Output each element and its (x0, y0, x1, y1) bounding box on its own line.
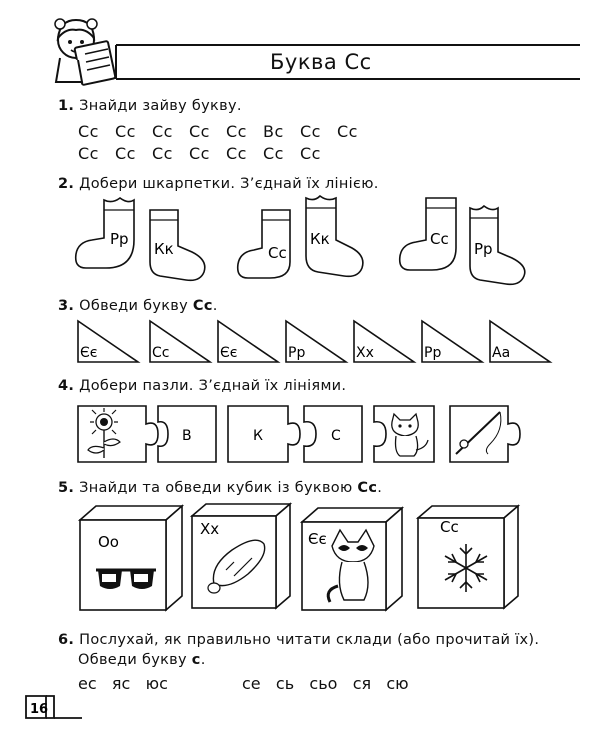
svg-text:Рр: Рр (424, 345, 442, 361)
syllable[interactable]: се (242, 674, 261, 693)
svg-text:Єє: Єє (308, 530, 327, 548)
task4-text: Добери пазли. З’єднай їх лініями. (79, 378, 347, 394)
letter-cube[interactable] (80, 506, 182, 610)
task4-instruction (58, 378, 346, 394)
task5-number: 5. (58, 480, 75, 496)
cubes-row (0, 500, 600, 620)
letter-triangle[interactable] (218, 321, 278, 362)
sock-letter: Рр (110, 230, 129, 248)
task6-instruction-line2 (78, 652, 206, 668)
svg-text:Сс: Сс (152, 345, 170, 361)
letter[interactable]: Сс (152, 144, 173, 163)
svg-text:Єє: Єє (80, 345, 98, 361)
syllable[interactable]: ся (352, 674, 372, 693)
puzzle-piece-fishing-rod[interactable] (450, 406, 520, 462)
letter[interactable]: Сс (226, 122, 247, 141)
header (20, 10, 580, 80)
task3-text: Обведи букву (79, 298, 193, 314)
syllable[interactable]: яс (111, 674, 131, 693)
letter-cube[interactable] (418, 506, 518, 608)
puzzle-piece-sunflower[interactable] (78, 406, 158, 462)
task6-line2: Обведи букву (78, 652, 192, 668)
task3-period: . (212, 298, 218, 314)
letter[interactable]: Сс (300, 144, 321, 163)
task1-instruction (58, 98, 242, 114)
syllable[interactable]: сю (386, 674, 409, 693)
task2-text: Добери шкарпетки. З’єднай їх лінією. (79, 176, 379, 192)
letter-triangle[interactable] (354, 321, 414, 362)
letter-triangle[interactable] (490, 321, 550, 362)
svg-text:Оо: Оо (98, 533, 119, 551)
task1-number: 1. (58, 98, 75, 114)
svg-text:С: С (331, 428, 341, 444)
sock-letter: Сс (268, 244, 287, 262)
puzzle-piece-letter[interactable] (158, 406, 216, 462)
svg-text:Хх: Хх (200, 520, 220, 538)
task6-bold-letter: с (191, 652, 201, 668)
page-title: Буква Сс (270, 50, 372, 74)
task5-text: Знайди та обведи кубик із буквою (79, 480, 358, 496)
sock-letter: Сс (430, 230, 449, 248)
task5-period: . (377, 480, 383, 496)
letter-triangle[interactable] (422, 321, 482, 362)
letter-cube[interactable] (192, 504, 290, 608)
sock-letter: Рр (474, 240, 493, 258)
svg-text:Аа: Аа (492, 345, 511, 361)
task4-number: 4. (58, 378, 75, 394)
letter-triangle[interactable] (78, 321, 138, 362)
svg-text:К: К (253, 428, 263, 444)
letter[interactable]: Сс (226, 144, 247, 163)
letter[interactable]: Сс (189, 144, 210, 163)
task6-period: . (200, 652, 206, 668)
puzzle-piece-letter[interactable] (304, 406, 362, 462)
task6-line1: Послухай, як правильно читати склади (або прочитай їх). (79, 632, 540, 648)
letter[interactable]: Сс (337, 122, 358, 141)
svg-text:Рр: Рр (288, 345, 306, 361)
task3-instruction (58, 298, 218, 314)
task5-bold-letter: Сс (357, 480, 378, 496)
syllable-group-1 (78, 674, 168, 693)
letter[interactable]: Сс (189, 122, 210, 141)
letter[interactable]: Сс (78, 122, 99, 141)
socks-area (0, 190, 600, 290)
task1-row1 (78, 122, 374, 141)
letter[interactable]: Сс (78, 144, 99, 163)
letter[interactable]: Сс (152, 122, 173, 141)
task3-bold-letter: Сс (192, 298, 213, 314)
task6-number: 6. (58, 632, 75, 648)
letter[interactable]: Сс (263, 144, 284, 163)
task3-number: 3. (58, 298, 75, 314)
svg-text:Єє: Єє (220, 345, 238, 361)
letter[interactable]: Вс (263, 122, 284, 141)
letter-cube[interactable] (302, 508, 402, 610)
triangles-row (0, 318, 600, 368)
svg-text:В: В (182, 428, 192, 444)
syllable-group-2 (242, 674, 409, 693)
syllable[interactable]: юс (145, 674, 168, 693)
letter[interactable]: Сс (115, 144, 136, 163)
letter-triangle[interactable] (150, 321, 210, 362)
sock-letter: Кк (154, 240, 174, 258)
task5-instruction (58, 480, 382, 496)
syllable[interactable]: сь (275, 674, 295, 693)
task6-instruction (58, 632, 539, 648)
letter-triangle[interactable] (286, 321, 346, 362)
letter[interactable]: Сс (300, 122, 321, 141)
svg-text:Хх: Хх (356, 345, 374, 361)
puzzle-row (0, 400, 600, 470)
page-number-badge (24, 692, 84, 722)
page-number: 16 (30, 702, 49, 717)
syllable[interactable]: ес (78, 674, 97, 693)
task2-number: 2. (58, 176, 75, 192)
syllable[interactable]: сьо (309, 674, 338, 693)
sock-letter: Кк (310, 230, 330, 248)
puzzle-piece-kitten[interactable] (374, 406, 434, 462)
letter[interactable]: Сс (115, 122, 136, 141)
task1-row2 (78, 144, 337, 163)
svg-text:Сс: Сс (440, 518, 459, 536)
puzzle-piece-letter[interactable] (228, 406, 300, 462)
task1-text: Знайди зайву букву. (79, 98, 242, 114)
